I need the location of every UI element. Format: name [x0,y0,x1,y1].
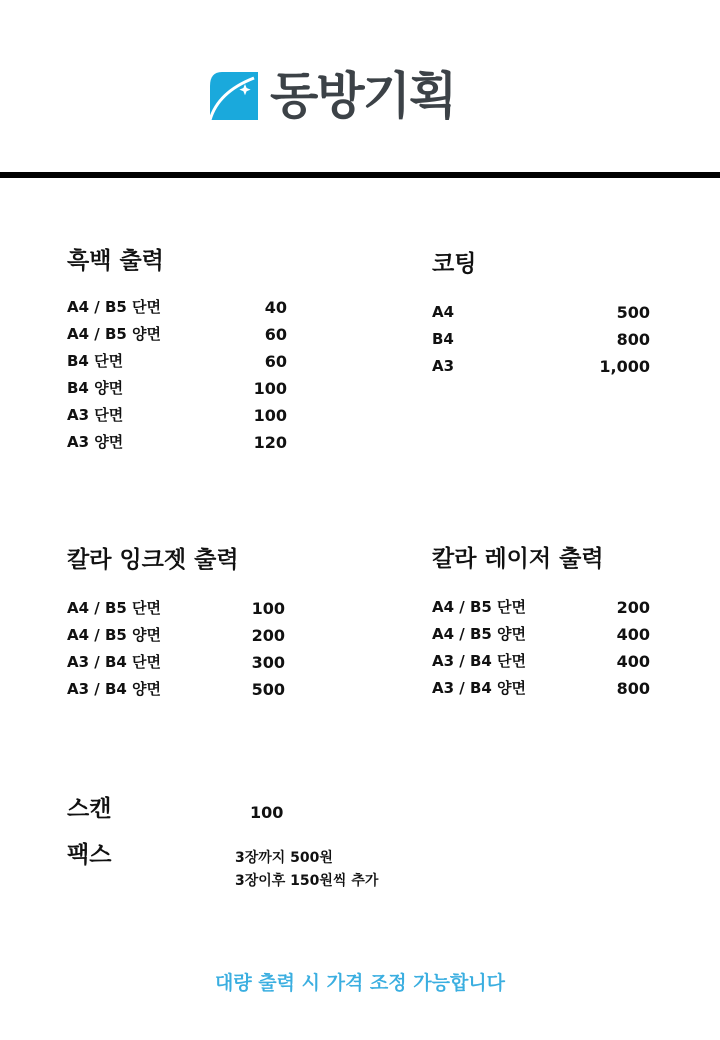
row-price: 100 [251,599,285,618]
row-price: 500 [251,680,285,699]
row-label: A3 / B4 양면 [67,680,162,698]
row-label: A4 [432,303,455,321]
inkjet-print-section [67,545,285,703]
row-label: B4 [432,330,454,348]
price-row [67,676,285,703]
laser-print-title: 칼라 레이저 출력 [432,546,604,572]
coating-section [432,249,650,380]
price-row [432,299,650,326]
fax-title: 팩스 [67,842,112,868]
header [0,0,720,172]
price-row [67,595,285,622]
logo-mark-icon [208,70,260,122]
row-price: 120 [253,433,287,452]
row-price: 800 [616,330,650,349]
row-label: A3 / B4 단면 [432,652,527,670]
row-label: A4 / B5 양면 [67,325,162,343]
row-label: A3 / B4 단면 [67,653,162,671]
coating-title: 코팅 [432,251,477,277]
price-row [432,648,650,675]
scan-price: 100 [250,803,284,822]
price-row [432,675,650,702]
row-label: A3 / B4 양면 [432,679,527,697]
bw-print-section [67,246,287,456]
inkjet-print-title: 칼라 잉크젯 출력 [67,547,239,573]
row-price: 100 [253,406,287,425]
row-price: 1,000 [599,357,650,376]
scan-title: 스캔 [67,796,112,822]
row-label: A4 / B5 단면 [67,298,162,316]
price-row [67,622,285,649]
fax-line-2: 3장이후 150원씩 추가 [235,873,379,889]
row-label: A4 / B5 양면 [67,626,162,644]
row-price: 40 [264,298,287,317]
row-label: A3 [432,357,455,375]
row-label: A3 양면 [67,433,124,451]
price-row [432,353,650,380]
row-price: 500 [616,303,650,322]
price-row [67,294,287,321]
row-price: 300 [251,653,285,672]
price-row [432,621,650,648]
row-label: B4 양면 [67,379,124,397]
row-price: 60 [264,325,287,344]
price-row [67,321,287,348]
row-price: 100 [253,379,287,398]
fax-line-1: 3장까지 500원 [235,850,333,866]
row-label: B4 단면 [67,352,124,370]
price-row [67,649,285,676]
price-row [67,348,287,375]
laser-print-section [432,544,650,702]
row-price: 200 [251,626,285,645]
price-row [67,375,287,402]
row-label: A4 / B5 단면 [432,598,527,616]
brand-name: 동방기획 [270,67,456,125]
bw-print-title: 흑백 출력 [67,248,164,274]
row-label: A4 / B5 단면 [67,599,162,617]
price-row [67,429,287,456]
row-price: 400 [616,625,650,644]
row-price: 800 [616,679,650,698]
price-row [432,594,650,621]
row-price: 60 [264,352,287,371]
price-row [432,326,650,353]
row-price: 400 [616,652,650,671]
row-price: 200 [616,598,650,617]
row-label: A4 / B5 양면 [432,625,527,643]
bulk-discount-note: 대량 출력 시 가격 조정 가능합니다 [214,972,506,994]
header-divider [0,172,720,178]
row-label: A3 단면 [67,406,124,424]
fax-details [235,847,378,893]
price-row [67,402,287,429]
brand-logo [208,66,455,126]
